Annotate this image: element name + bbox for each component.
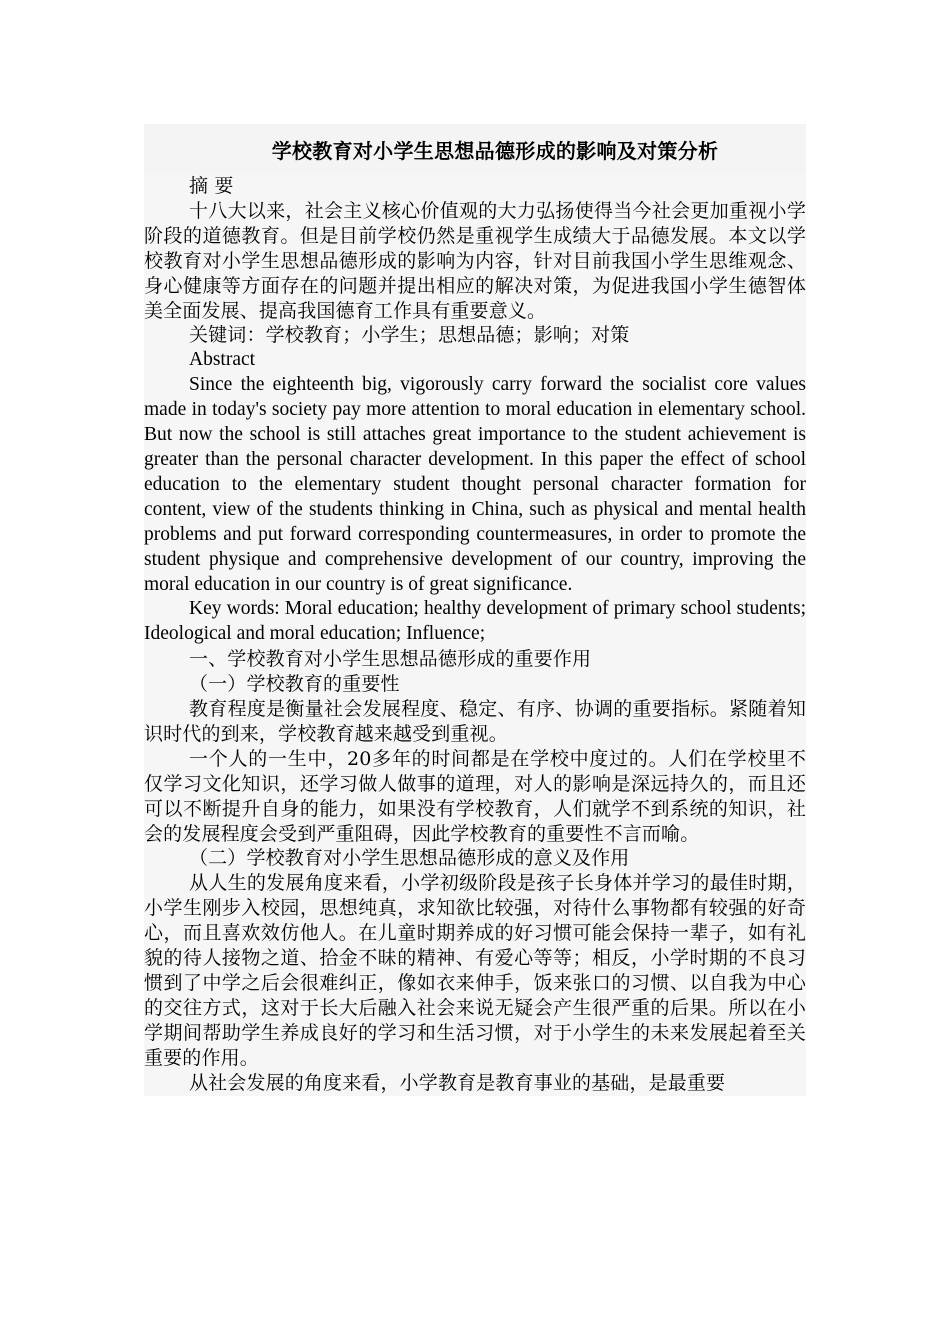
paragraph-section-1-2-p1: 从人生的发展角度来看，小学初级阶段是孩子长身体并学习的最佳时期，小学生刚步入校园，思想纯真，求知欲比较强，对待什么事物都有较强的好奇心，而且喜欢效仿他人。在儿童时期养成的好习惯可能会保持一辈子，如有礼貌的待人接物之道、拾金不昧的精神、有爱心等等；相反，小学时期的不良习惯到了中学之后会很难纠正，像如衣来伸手，饭来张口的习惯、以自我为中心的交往方式，这对于长大后融入社会来说无疑会产生很严重的后果。所以在小学期间帮助学生养成良好的学习和生活习惯，对于小学生的未来发展起着至关重要的作用。	[144, 872, 806, 1069]
paragraph-keywords-en: Key words: Moral education; healthy development of primary school students; Ideological and moral education; Influence;	[144, 597, 806, 647]
document-body	[144, 174, 806, 1096]
paragraph-section-1-1-p2: 一个人的一生中，20多年的时间都是在学校中度过的。人们在学校里不仅学习文化知识，还学习做人做事的道理，对人的影响是深远持久的，而且还可以不断提升自身的能力，如果没有学校教育，人们就学不到系统的知识，社会的发展程度会受到严重阻碍，因此学校教育的重要性不言而喻。	[144, 747, 806, 845]
paragraph-abstract-en-body: Since the eighteenth big, vigorously carry forward the socialist core values made in today's society pay more attention to moral education in elementary school. But now the school is still attaches great importance to the student achievement is greater than the personal character development. In this paper the effect of school education to the elementary student thought personal character formation for content, view of the students thinking in China, such as physical and mental health problems and put forward corresponding countermeasures, in order to promote the student physique and comprehensive development of our country, improving the moral education in our country is of great significance.	[144, 373, 806, 597]
paragraph-abstract-cn-heading: 摘 要	[144, 174, 806, 199]
title-bar	[144, 124, 806, 174]
document-page	[144, 124, 806, 1096]
paragraph-section-1-2-p2: 从社会发展的角度来看，小学教育是教育事业的基础，是最重要	[144, 1071, 806, 1096]
paragraph-keywords-cn: 关键词：学校教育；小学生；思想品德；影响；对策	[144, 323, 806, 348]
paragraph-section-1-1-heading: （一）学校教育的重要性	[144, 672, 806, 697]
paragraph-section-1-1-p1: 教育程度是衡量社会发展程度、稳定、有序、协调的重要指标。紧随着知识时代的到来，学校教育越来越受到重视。	[144, 698, 806, 745]
paragraph-abstract-en-heading: Abstract	[144, 348, 806, 373]
paragraph-section-1-heading: 一、学校教育对小学生思想品德形成的重要作用	[144, 647, 806, 672]
paragraph-abstract-cn-body: 十八大以来，社会主义核心价值观的大力弘扬使得当今社会更加重视小学阶段的道德教育。但是目前学校仍然是重视学生成绩大于品德发展。本文以学校教育对小学生思想品德形成的影响为内容，针对目前我国小学生思维观念、身心健康等方面存在的问题并提出相应的解决对策，为促进我国小学生德智体美全面发展、提高我国德育工作具有重要意义。	[144, 199, 806, 322]
paragraph-section-1-2-heading: （二）学校教育对小学生思想品德形成的意义及作用	[144, 846, 806, 871]
document-title: 学校教育对小学生思想品德形成的影响及对策分析	[271, 138, 719, 163]
